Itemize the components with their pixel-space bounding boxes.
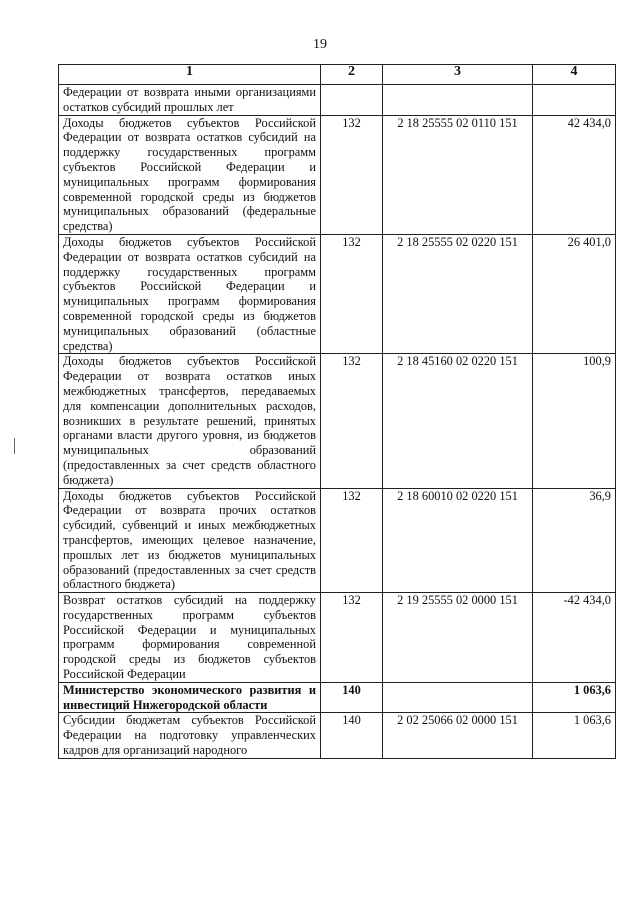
- row-revenue-code: 2 19 25555 02 0000 151: [383, 593, 533, 683]
- row-name: Доходы бюджетов субъектов Российской Федерации от возврата прочих остатков субсидий, субвенций и иных межбюджетных трансфертов, имеющих целевое назначение, прошлых лет из бюджетов муниципальных образований (предоставленных за счет средств областного бюджета): [59, 488, 321, 593]
- row-admin-code: 140: [321, 713, 383, 758]
- row-admin-code: 132: [321, 593, 383, 683]
- row-amount: 1 063,6: [533, 713, 616, 758]
- table-header-row: [59, 65, 616, 85]
- row-amount: 26 401,0: [533, 234, 616, 353]
- budget-revenue-table: [58, 64, 616, 759]
- row-amount: 42 434,0: [533, 115, 616, 234]
- row-revenue-code: [383, 85, 533, 116]
- row-revenue-code: 2 02 25066 02 0000 151: [383, 713, 533, 758]
- row-admin-code: 140: [321, 682, 383, 713]
- row-amount: 100,9: [533, 354, 616, 488]
- column-header-name: 1: [59, 65, 321, 85]
- column-header-admin-code: 2: [321, 65, 383, 85]
- table-row: [59, 713, 616, 758]
- row-name: Министерство экономического развития и инвестиций Нижегородской области: [59, 682, 321, 713]
- scan-artifact: [14, 438, 15, 454]
- page-number: 19: [313, 37, 327, 52]
- table-row: [59, 85, 616, 116]
- table-row-ministry: [59, 682, 616, 713]
- row-admin-code: 132: [321, 354, 383, 488]
- row-admin-code: 132: [321, 115, 383, 234]
- row-name: Доходы бюджетов субъектов Российской Федерации от возврата остатков субсидий на поддержку государственных программ субъектов Российской Федерации и муниципальных программ формирования современной городской среды из бюджетов муниципальных образований (областные средства): [59, 234, 321, 353]
- row-admin-code: [321, 85, 383, 116]
- row-name: Субсидии бюджетам субъектов Российской Федерации на подготовку управленческих кадров для организаций народного: [59, 713, 321, 758]
- column-header-revenue-code: 3: [383, 65, 533, 85]
- row-revenue-code: 2 18 25555 02 0110 151: [383, 115, 533, 234]
- table-row: [59, 115, 616, 234]
- row-admin-code: 132: [321, 488, 383, 593]
- row-amount: [533, 85, 616, 116]
- row-name: Федерации от возврата иными организациями остатков субсидий прошлых лет: [59, 85, 321, 116]
- row-amount: 36,9: [533, 488, 616, 593]
- row-amount: 1 063,6: [533, 682, 616, 713]
- row-amount: -42 434,0: [533, 593, 616, 683]
- row-revenue-code: [383, 682, 533, 713]
- row-name: Доходы бюджетов субъектов Российской Федерации от возврата остатков субсидий на поддержку государственных программ субъектов Российской Федерации и муниципальных программ формирования современной городской среды из бюджетов муниципальных образований (федеральные средства): [59, 115, 321, 234]
- row-revenue-code: 2 18 45160 02 0220 151: [383, 354, 533, 488]
- table-row: [59, 234, 616, 353]
- row-revenue-code: 2 18 25555 02 0220 151: [383, 234, 533, 353]
- table-row: [59, 593, 616, 683]
- column-header-amount: 4: [533, 65, 616, 85]
- row-revenue-code: 2 18 60010 02 0220 151: [383, 488, 533, 593]
- row-name: Возврат остатков субсидий на поддержку государственных программ субъектов Российской Федерации и муниципальных программ формирования современной городской среды из бюджетов субъектов Российской Федерации: [59, 593, 321, 683]
- table-row: [59, 488, 616, 593]
- row-name: Доходы бюджетов субъектов Российской Федерации от возврата остатков иных межбюджетных трансфертов, передаваемых для компенсации дополнительных расходов, возникших в результате решений, принятых органами власти другого уровня, из бюджетов муниципальных образований (предоставленных за счет средств областного бюджета): [59, 354, 321, 488]
- row-admin-code: 132: [321, 234, 383, 353]
- table-row: [59, 354, 616, 488]
